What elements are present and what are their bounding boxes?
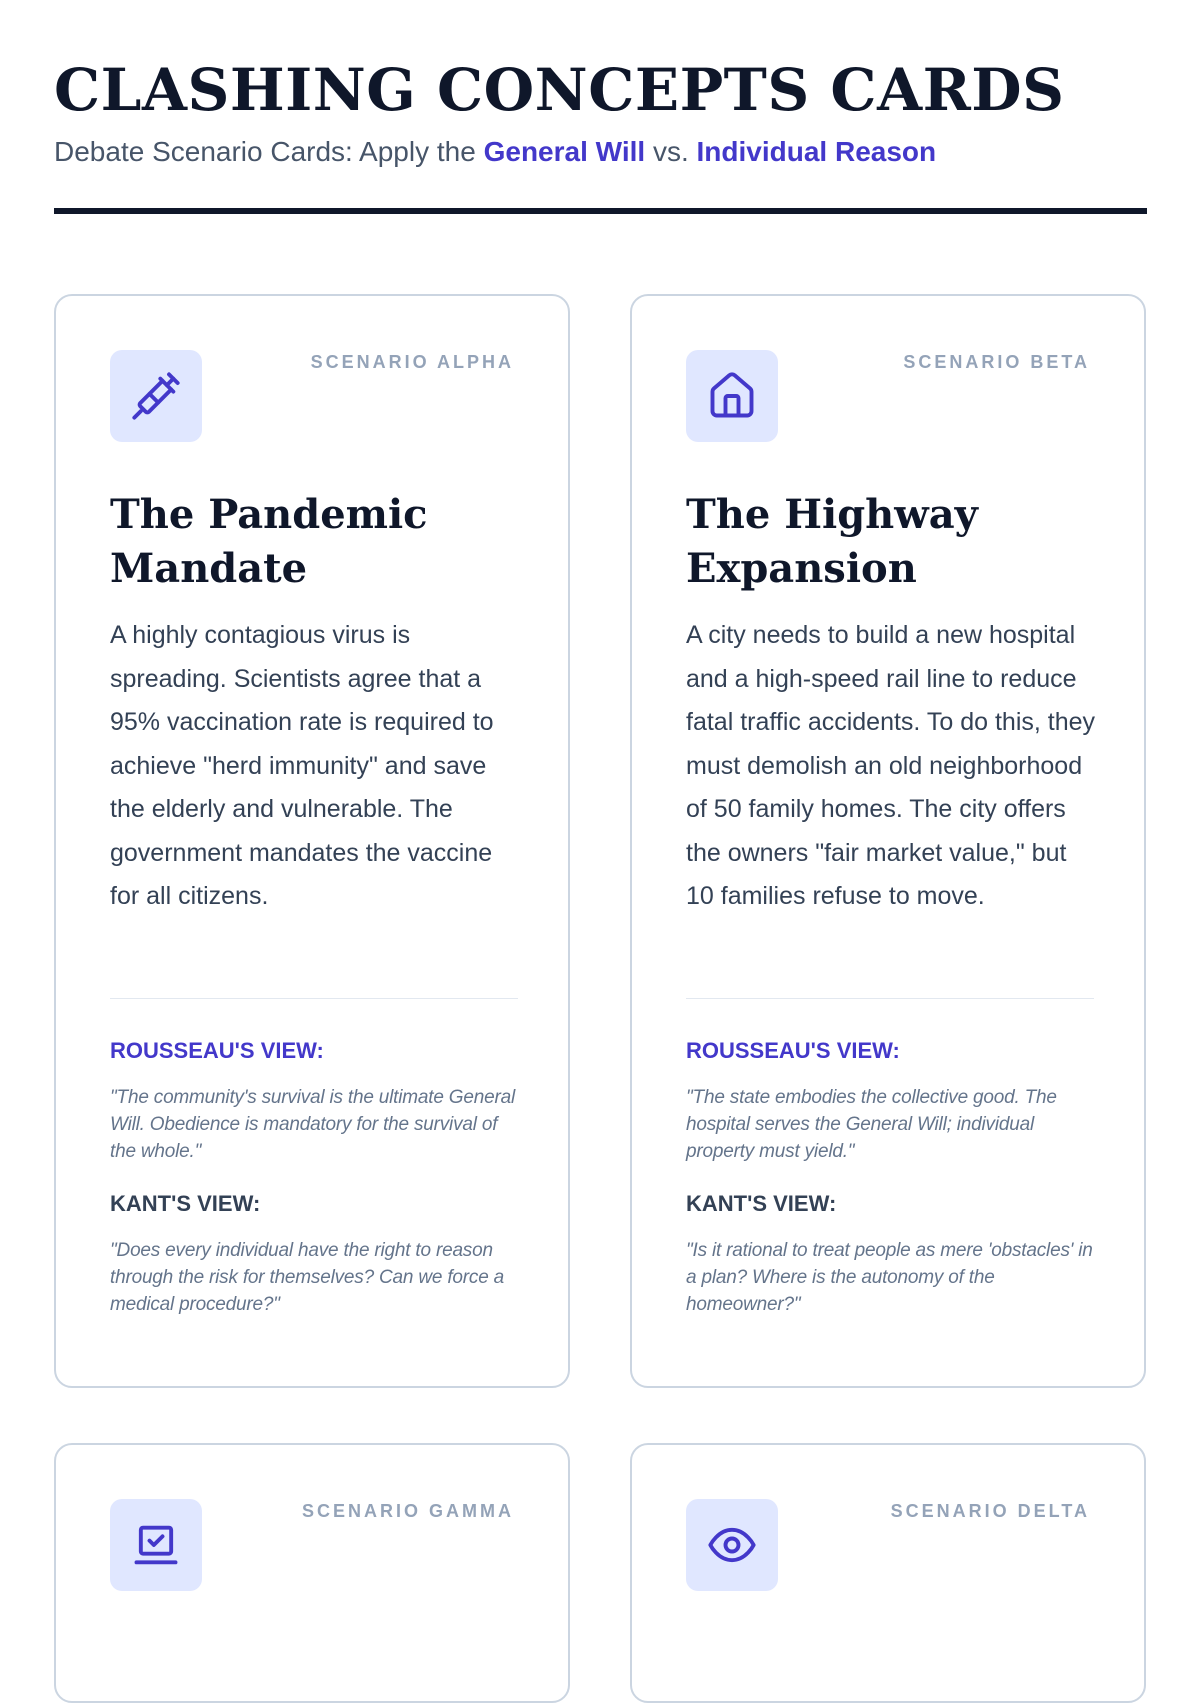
scenario-card-alpha <box>54 294 570 1388</box>
rousseau-view-heading: ROUSSEAU'S VIEW: <box>686 1038 900 1063</box>
kant-view-quote: "Is it rational to treat people as mere 'obstacles' in a plan? Where is the autonomy of the homeowner?" <box>686 1240 1093 1315</box>
laptop-check-icon <box>110 1499 202 1591</box>
scenario-card-gamma <box>54 1443 570 1703</box>
house-icon <box>686 350 778 442</box>
card-title: The Pandemic Mandate <box>110 491 428 592</box>
card-divider <box>110 998 518 999</box>
subtitle-vs: vs. <box>652 136 689 167</box>
header-divider <box>54 208 1147 214</box>
scenario-card-beta <box>630 294 1146 1388</box>
rousseau-view-quote: "The community's survival is the ultimate General Will. Obedience is mandatory for the survival of the whole." <box>110 1087 515 1162</box>
kant-view-quote: "Does every individual have the right to reason through the risk for themselves? Can we force a medical procedure?" <box>110 1240 505 1315</box>
rousseau-view-quote: "The state embodies the collective good. The hospital serves the General Will; individual property must yield." <box>686 1087 1057 1162</box>
subtitle-concept-general-will: General Will <box>483 136 646 167</box>
scenario-label: SCENARIO ALPHA <box>310 352 514 372</box>
page-subtitle <box>54 132 1147 172</box>
kant-view-heading: KANT'S VIEW: <box>686 1191 837 1216</box>
subtitle-prefix: Debate Scenario Cards: Apply the <box>54 136 476 167</box>
kant-view-heading: KANT'S VIEW: <box>110 1191 261 1216</box>
card-description: A highly contagious virus is spreading. Scientists agree that a 95% vaccination rate is required to achieve "herd immunity" and save the elderly and vulnerable. The government mandates the vaccine for all citizens. <box>110 621 494 910</box>
rousseau-view-heading: ROUSSEAU'S VIEW: <box>110 1038 324 1063</box>
subtitle-concept-individual-reason: Individual Reason <box>696 136 937 167</box>
syringe-icon <box>110 350 202 442</box>
scenario-card-delta <box>630 1443 1146 1703</box>
card-divider <box>686 998 1094 999</box>
card-description: A city needs to build a new hospital and a high-speed rail line to reduce fatal traffic accidents. To do this, they must demolish an old neighborhood of 50 family homes. The city offers the owners "fair market value," but 10 families refuse to move. <box>686 621 1096 910</box>
card-title: The Highway Expansion <box>686 491 978 592</box>
scenario-label: SCENARIO DELTA <box>890 1501 1090 1521</box>
scenario-label: SCENARIO BETA <box>903 352 1090 372</box>
page-title: CLASHING CONCEPTS CARDS <box>54 56 1065 124</box>
scenario-label: SCENARIO GAMMA <box>302 1501 514 1521</box>
eye-icon <box>686 1499 778 1591</box>
page-header <box>54 50 1147 172</box>
